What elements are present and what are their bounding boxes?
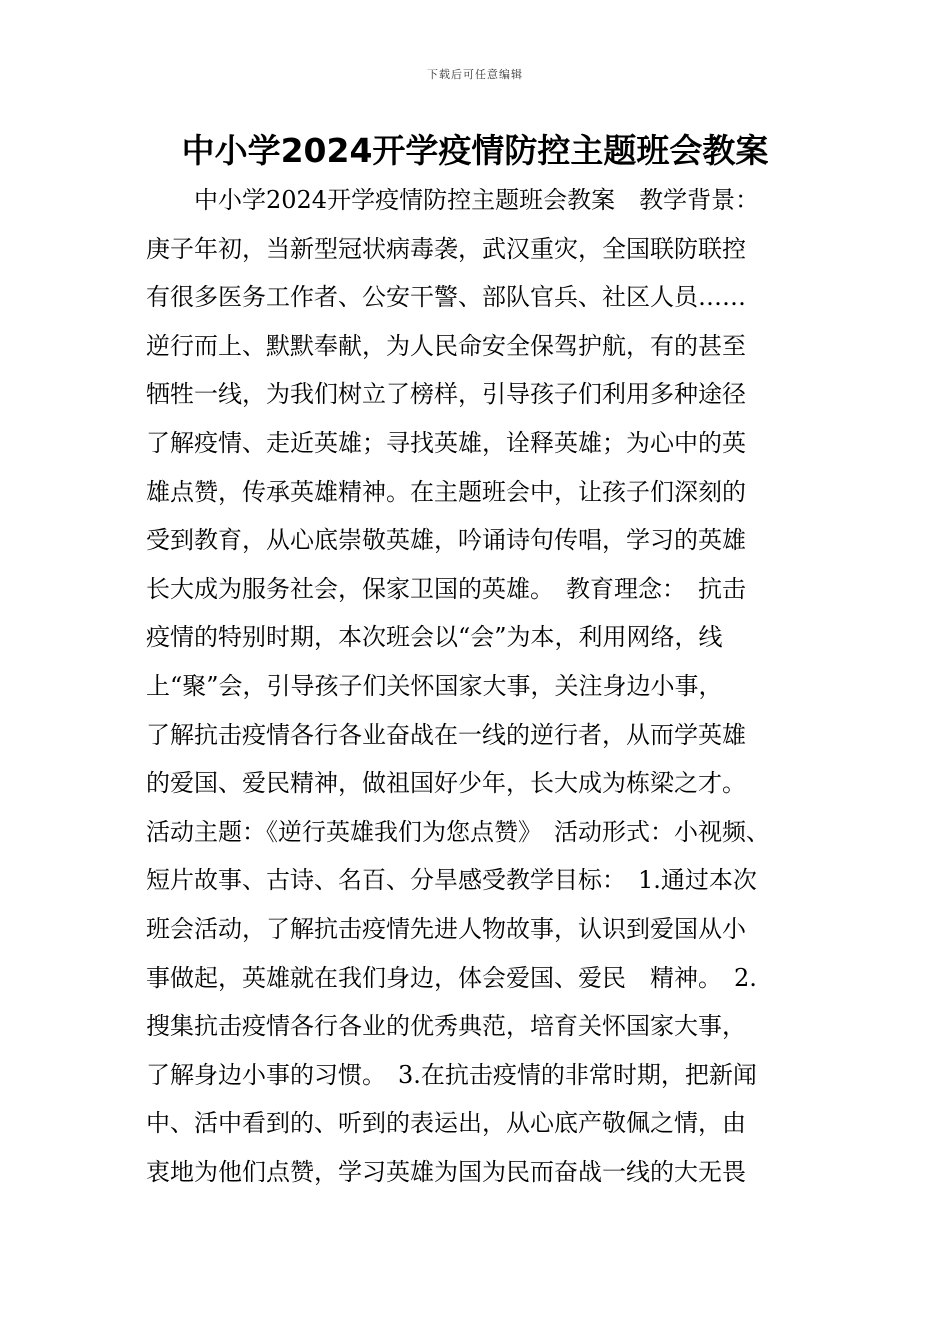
body-line: 庚子年初，当新型冠状病毒袭，武汉重灾，全国联防联控 [146,234,746,263]
body-line: 了解身边小事的习惯。 3.在抗击疫情的非常时期，把新闻 [146,1060,757,1089]
body-line: 了解疫情、走近英雄；寻找英雄，诠释英雄；为心中的英 [146,428,746,457]
body-line: 长大成为服务社会，保家卫国的英雄。 教育理念： 抗击 [146,574,746,603]
body-line: 了解抗击疫情各行各业奋战在一线的逆行者，从而学英雄 [146,720,746,749]
body-line: 上“聚”会，引导孩子们关怀国家大事，关注身边小事， [146,671,723,700]
body-line: 班会活动，了解抗击疫情先进人物故事，认识到爱国从小 [146,914,746,943]
body-line: 活动主题：《逆行英雄我们为您点赞》 活动形式：小视频、 [146,817,770,846]
document-title: 中小学2024开学疫情防控主题班会教案 [181,131,769,170]
body-line: 疫情的特别时期，本次班会以“会”为本，利用网络，线 [146,623,723,652]
body-line: 的爱国、爱民精神，做祖国好少年，长大成为栋梁之才。 [146,769,746,798]
body-line: 雄点赞，传承英雄精神。在主题班会中，让孩子们深刻的 [146,477,746,506]
body-line: 短片故事、古诗、名百、分旱感受教学目标： 1.通过本次 [146,866,757,895]
body-line: 中、活中看到的、听到的表运出，从心底产敬佩之情，由 [146,1109,746,1138]
document-body [146,176,866,1196]
body-line: 衷地为他们点赞，学习英雄为国为民而奋战一线的大无畏 [146,1157,746,1186]
body-line: 受到教育，从心底崇敬英雄，吟诵诗句传唱，学习的英雄 [146,526,746,555]
body-line: 逆行而上、默默奉献，为人民命安全保驾护航，有的甚至 [146,331,746,360]
body-line: 有很多医务工作者、公安干警、部队官兵、社区人员…… [146,283,746,312]
body-line: 中小学2024开学疫情防控主题班会教案 教学背景： [146,186,760,214]
body-line: 事做起，英雄就在我们身边，体会爱国、爱民 精神。 2. [146,963,757,992]
body-line: 搜集抗击疫情各行各业的优秀典范，培育关怀国家大事， [146,1012,746,1041]
body-line: 牺牲一线，为我们树立了榜样，引导孩子们利用多种途径 [146,380,746,409]
header-note: 下载后可任意编辑 [427,68,523,81]
